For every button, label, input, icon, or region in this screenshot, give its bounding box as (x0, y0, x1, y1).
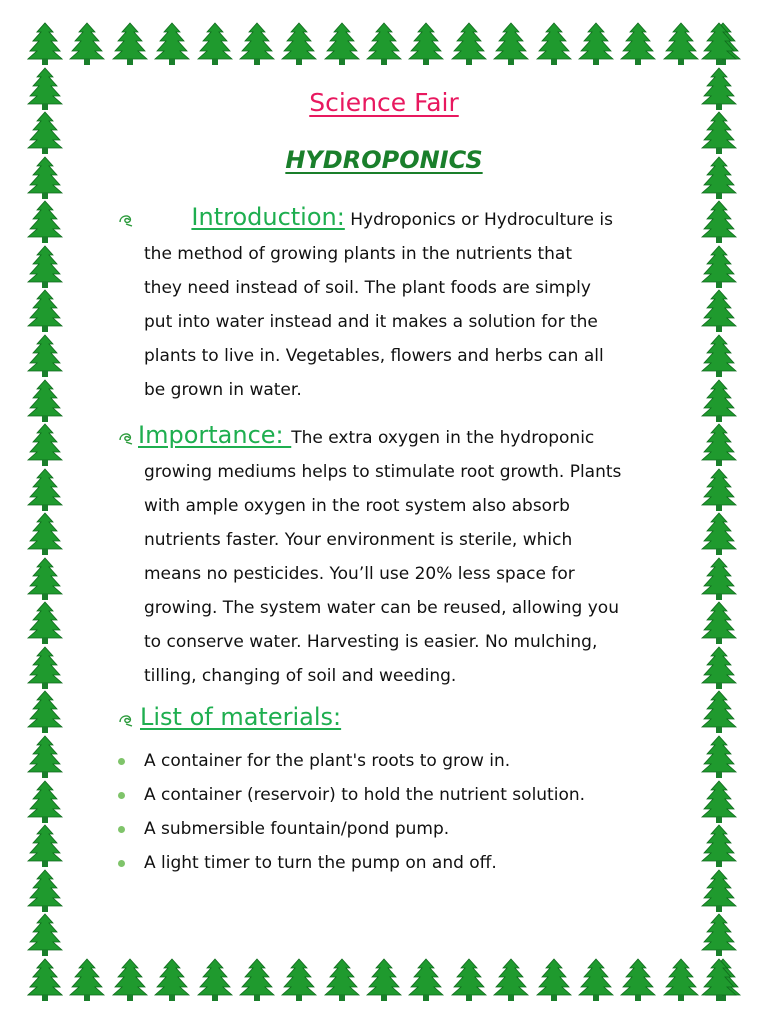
bullet-dot-icon (118, 792, 125, 799)
introduction-line: put into water instead and it makes a solution for the (144, 312, 598, 332)
pine-tree-icon (194, 958, 236, 1002)
pine-tree-icon (698, 423, 740, 467)
importance-heading: Importance: (138, 421, 292, 449)
pine-tree-icon (24, 646, 66, 690)
pine-tree-icon (575, 22, 617, 66)
pine-tree-icon (66, 22, 108, 66)
importance-line: to conserve water. Harvesting is easier. No mulching, (144, 632, 598, 652)
pine-tree-icon (698, 735, 740, 779)
pine-tree-icon (698, 601, 740, 645)
list-item (118, 812, 585, 846)
pine-tree-icon (236, 22, 278, 66)
importance-section (118, 418, 678, 693)
pine-tree-icon (24, 289, 66, 333)
pine-tree-icon (109, 958, 151, 1002)
pine-tree-icon (24, 780, 66, 824)
pine-tree-icon (24, 423, 66, 467)
pine-tree-icon (698, 646, 740, 690)
pine-tree-icon (24, 958, 66, 1002)
list-item-text: A container (reservoir) to hold the nutrient solution. (144, 785, 586, 805)
introduction-line: the method of growing plants in the nutrients that (144, 244, 572, 264)
pine-tree-icon (278, 22, 320, 66)
pine-tree-icon (278, 958, 320, 1002)
pine-tree-icon (66, 958, 108, 1002)
pine-tree-icon (24, 958, 66, 1002)
pine-tree-icon (698, 22, 740, 66)
pine-tree-icon (698, 468, 740, 512)
pine-tree-icon (698, 780, 740, 824)
introduction-first-line (118, 200, 678, 237)
list-item (118, 846, 585, 880)
swirl-bullet-icon (118, 212, 136, 228)
list-item-text: A container for the plant's roots to grow in. (144, 751, 511, 771)
importance-line: tilling, changing of soil and weeding. (144, 666, 457, 686)
pine-tree-icon (24, 601, 66, 645)
pine-tree-icon (194, 22, 236, 66)
introduction-line: be grown in water. (144, 380, 302, 400)
pine-tree-icon (24, 690, 66, 734)
pine-tree-icon (151, 22, 193, 66)
pine-tree-icon (617, 22, 659, 66)
pine-tree-icon (698, 557, 740, 601)
tree-border-top (24, 22, 744, 66)
pine-tree-icon (698, 824, 740, 868)
page-subtitle: HYDROPONICS (285, 146, 483, 174)
introduction-line: plants to live in. Vegetables, flowers and herbs can all (144, 346, 604, 366)
materials-list (118, 744, 585, 880)
pine-tree-icon (660, 22, 702, 66)
tree-border-bottom (24, 958, 744, 1002)
pine-tree-icon (151, 958, 193, 1002)
list-item (118, 778, 585, 812)
pine-tree-icon (698, 958, 740, 1002)
pine-tree-icon (24, 557, 66, 601)
pine-tree-icon (448, 22, 490, 66)
pine-tree-icon (321, 22, 363, 66)
pine-tree-icon (24, 468, 66, 512)
introduction-section (118, 200, 678, 407)
pine-tree-icon (698, 289, 740, 333)
pine-tree-icon (702, 22, 744, 66)
pine-tree-icon (24, 735, 66, 779)
pine-tree-icon (698, 690, 740, 734)
pine-tree-icon (702, 958, 744, 1002)
pine-tree-icon (698, 913, 740, 957)
pine-tree-icon (533, 958, 575, 1002)
importance-line: nutrients faster. Your environment is sterile, which (144, 530, 573, 550)
importance-line: means no pesticides. You’ll use 20% less space for (144, 564, 575, 584)
pine-tree-icon (617, 958, 659, 1002)
pine-tree-icon (448, 958, 490, 1002)
pine-tree-icon (660, 958, 702, 1002)
pine-tree-icon (24, 379, 66, 423)
list-item-text: A submersible fountain/pond pump. (144, 819, 450, 839)
pine-tree-icon (24, 200, 66, 244)
pine-tree-icon (698, 512, 740, 556)
pine-tree-icon (363, 22, 405, 66)
pine-tree-icon (109, 22, 151, 66)
pine-tree-icon (575, 958, 617, 1002)
pine-tree-icon (24, 22, 66, 66)
importance-line: with ample oxygen in the root system also absorb (144, 496, 570, 516)
importance-text-lead: The extra oxygen in the hydroponic (291, 428, 595, 448)
pine-tree-icon (24, 22, 66, 66)
swirl-bullet-icon (118, 430, 136, 446)
swirl-bullet-icon (118, 712, 136, 728)
pine-tree-icon (533, 22, 575, 66)
pine-tree-icon (490, 22, 532, 66)
introduction-text-lead: Hydroponics or Hydroculture is (350, 210, 613, 230)
pine-tree-icon (24, 869, 66, 913)
pine-tree-icon (698, 245, 740, 289)
pine-tree-icon (236, 958, 278, 1002)
pine-tree-icon (24, 245, 66, 289)
pine-tree-icon (363, 958, 405, 1002)
materials-heading: List of materials: (140, 703, 342, 731)
pine-tree-icon (698, 869, 740, 913)
pine-tree-icon (490, 958, 532, 1002)
pine-tree-icon (698, 379, 740, 423)
list-item-text: A light timer to turn the pump on and off. (144, 853, 497, 873)
pine-tree-icon (24, 512, 66, 556)
pine-tree-icon (321, 958, 363, 1002)
bullet-dot-icon (118, 860, 125, 867)
importance-line: growing mediums helps to stimulate root growth. Plants (144, 462, 622, 482)
pine-tree-icon (698, 334, 740, 378)
introduction-heading: Introduction: (191, 203, 345, 231)
materials-heading-line (118, 700, 678, 737)
materials-section (118, 700, 678, 737)
pine-tree-icon (24, 824, 66, 868)
pine-tree-icon (698, 200, 740, 244)
importance-first-line (118, 418, 678, 455)
list-item (118, 744, 585, 778)
pine-tree-icon (405, 22, 447, 66)
bullet-dot-icon (118, 758, 125, 765)
pine-tree-icon (24, 913, 66, 957)
bullet-dot-icon (118, 826, 125, 833)
page-title: Science Fair (309, 88, 459, 117)
introduction-line: they need instead of soil. The plant foods are simply (144, 278, 591, 298)
pine-tree-icon (405, 958, 447, 1002)
pine-tree-icon (24, 334, 66, 378)
importance-line: growing. The system water can be reused, allowing you (144, 598, 619, 618)
